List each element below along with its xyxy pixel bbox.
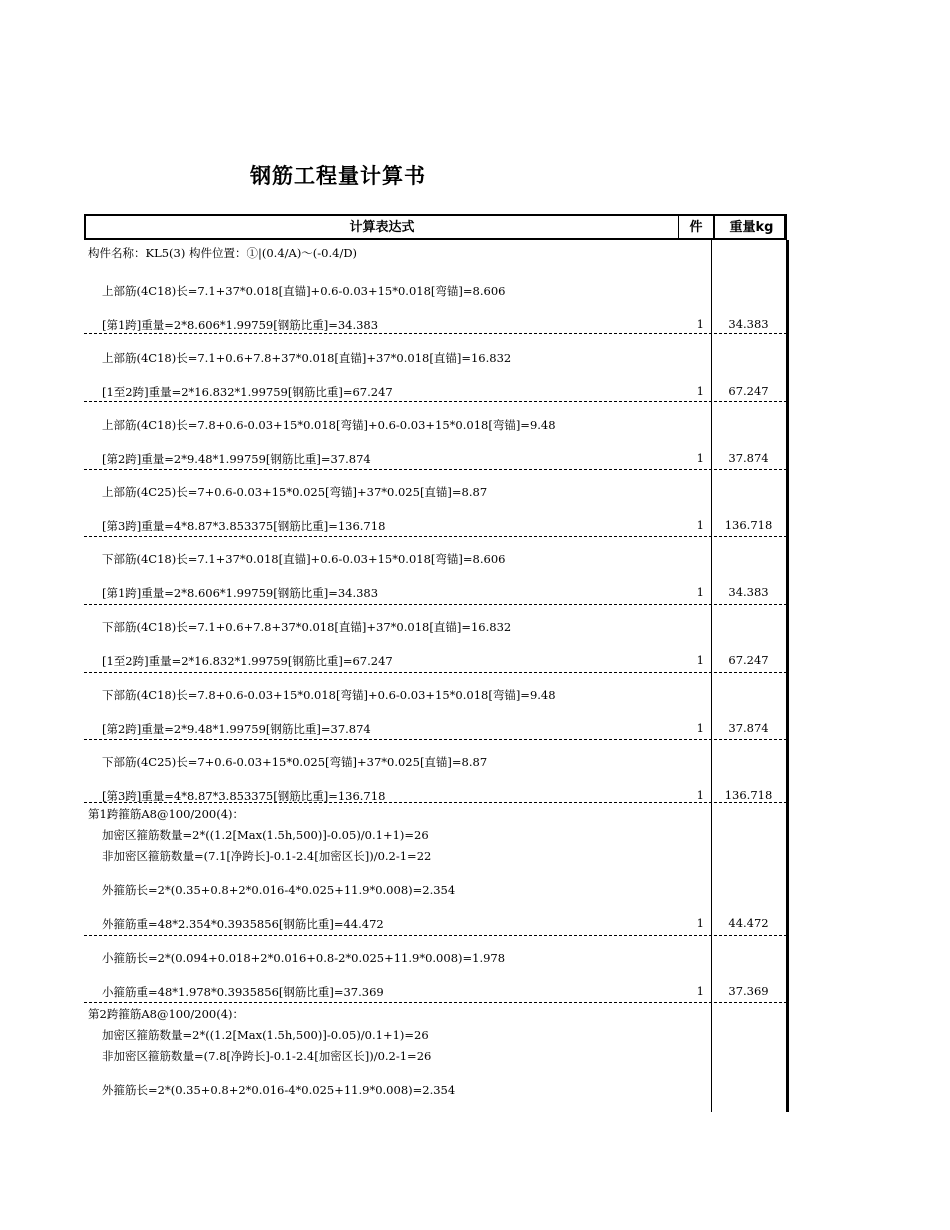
weight-cell: 37.874 bbox=[728, 721, 769, 735]
count-cell: 1 bbox=[696, 451, 704, 465]
expr-line: [1至2跨]重量=2*16.832*1.99759[钢筋比重]=67.247 bbox=[102, 654, 393, 668]
count-cell: 1 bbox=[696, 984, 704, 998]
table-row bbox=[84, 1003, 787, 1111]
expr-line: 下部筋(4C18)长=7.8+0.6-0.03+15*0.018[弯锚]+0.6-0.03+15*0.018[弯锚]=9.48 bbox=[102, 688, 556, 702]
count-cell: 1 bbox=[696, 721, 704, 735]
table-row bbox=[84, 537, 787, 605]
weight-cell: 34.383 bbox=[728, 317, 769, 331]
count-cell: 1 bbox=[696, 384, 704, 398]
expr-line: 加密区箍筋数量=2*((1.2[Max(1.5h,500)]-0.05)/0.1+1)=26 bbox=[102, 828, 429, 842]
expr-line: [第3跨]重量=4*8.87*3.853375[钢筋比重]=136.718 bbox=[102, 519, 386, 533]
table-row bbox=[84, 936, 787, 1003]
weight-cell: 34.383 bbox=[728, 585, 769, 599]
weight-cell: 136.718 bbox=[724, 788, 773, 802]
expr-line: 下部筋(4C25)长=7+0.6-0.03+15*0.025[弯锚]+37*0.025[直锚]=8.87 bbox=[102, 755, 488, 769]
count-cell: 1 bbox=[696, 585, 704, 599]
count-cell: 1 bbox=[696, 916, 704, 930]
count-cell: 1 bbox=[696, 317, 704, 331]
expr-line: 加密区箍筋数量=2*((1.2[Max(1.5h,500)]-0.05)/0.1+1)=26 bbox=[102, 1028, 429, 1042]
expr-line: 非加密区箍筋数量=(7.1[净跨长]-0.1-2.4[加密区长])/0.2-1=22 bbox=[102, 849, 432, 863]
count-cell: 1 bbox=[696, 653, 704, 667]
expr-line: 外箍筋长=2*(0.35+0.8+2*0.016-4*0.025+11.9*0.008)=2.354 bbox=[102, 1083, 456, 1097]
table-row bbox=[84, 740, 787, 803]
table-row bbox=[84, 470, 787, 537]
expr-line: 下部筋(4C18)长=7.1+37*0.018[直锚]+0.6-0.03+15*0.018[弯锚]=8.606 bbox=[102, 552, 506, 566]
count-cell: 1 bbox=[696, 518, 704, 532]
calc-table bbox=[84, 214, 789, 1112]
weight-cell: 67.247 bbox=[728, 384, 769, 398]
header-weight: 重量kg bbox=[713, 216, 788, 238]
expr-line: 下部筋(4C18)长=7.1+0.6+7.8+37*0.018[直锚]+37*0.018[直锚]=16.832 bbox=[102, 620, 512, 634]
expr-line: [第2跨]重量=2*9.48*1.99759[钢筋比重]=37.874 bbox=[102, 722, 371, 736]
expr-line: [第2跨]重量=2*9.48*1.99759[钢筋比重]=37.874 bbox=[102, 452, 371, 466]
expr-line: 外箍筋长=2*(0.35+0.8+2*0.016-4*0.025+11.9*0.008)=2.354 bbox=[102, 883, 456, 897]
table-row bbox=[84, 402, 787, 470]
component-row bbox=[84, 240, 787, 266]
table-row bbox=[84, 334, 787, 402]
expr-line: 上部筋(4C18)长=7.1+0.6+7.8+37*0.018[直锚]+37*0.018[直锚]=16.832 bbox=[102, 351, 512, 365]
page-title: 钢筋工程量计算书 bbox=[250, 164, 426, 188]
component-info: 构件名称：KL5(3) 构件位置：①|(0.4/A)～(-0.4/D) bbox=[88, 246, 358, 260]
weight-cell: 44.472 bbox=[728, 916, 769, 930]
table-row bbox=[84, 673, 787, 740]
weight-cell: 136.718 bbox=[724, 518, 773, 532]
weight-cell: 37.874 bbox=[728, 451, 769, 465]
expr-line: [第1跨]重量=2*8.606*1.99759[钢筋比重]=34.383 bbox=[102, 586, 379, 600]
table-header bbox=[84, 214, 787, 240]
expr-line: 第1跨箍筋A8@100/200(4)： bbox=[88, 807, 245, 821]
weight-cell: 67.247 bbox=[728, 653, 769, 667]
expr-line: 上部筋(4C18)长=7.1+37*0.018[直锚]+0.6-0.03+15*0.018[弯锚]=8.606 bbox=[102, 284, 506, 298]
expr-line: 小箍筋重=48*1.978*0.3935856[钢筋比重]=37.369 bbox=[102, 985, 384, 999]
expr-line: [1至2跨]重量=2*16.832*1.99759[钢筋比重]=67.247 bbox=[102, 385, 393, 399]
expr-line: [第3跨]重量=4*8.87*3.853375[钢筋比重]=136.718 bbox=[102, 789, 386, 803]
expr-line: 上部筋(4C25)长=7+0.6-0.03+15*0.025[弯锚]+37*0.025[直锚]=8.87 bbox=[102, 485, 488, 499]
weight-cell: 37.369 bbox=[728, 984, 769, 998]
table-row bbox=[84, 803, 787, 936]
header-expression: 计算表达式 bbox=[349, 220, 415, 235]
expr-line: 上部筋(4C18)长=7.8+0.6-0.03+15*0.018[弯锚]+0.6-0.03+15*0.018[弯锚]=9.48 bbox=[102, 418, 556, 432]
table-row bbox=[84, 605, 787, 673]
expr-line: 非加密区箍筋数量=(7.8[净跨长]-0.1-2.4[加密区长])/0.2-1=26 bbox=[102, 1049, 432, 1063]
expr-line: 第2跨箍筋A8@100/200(4)： bbox=[88, 1007, 245, 1021]
count-cell: 1 bbox=[696, 788, 704, 802]
expr-line: 外箍筋重=48*2.354*0.3935856[钢筋比重]=44.472 bbox=[102, 917, 384, 931]
header-count: 件 bbox=[678, 216, 713, 238]
expr-line: 小箍筋长=2*(0.094+0.018+2*0.016+0.8-2*0.025+11.9*0.008)=1.978 bbox=[102, 951, 506, 965]
table-row bbox=[84, 266, 787, 334]
expr-line: [第1跨]重量=2*8.606*1.99759[钢筋比重]=34.383 bbox=[102, 318, 379, 332]
